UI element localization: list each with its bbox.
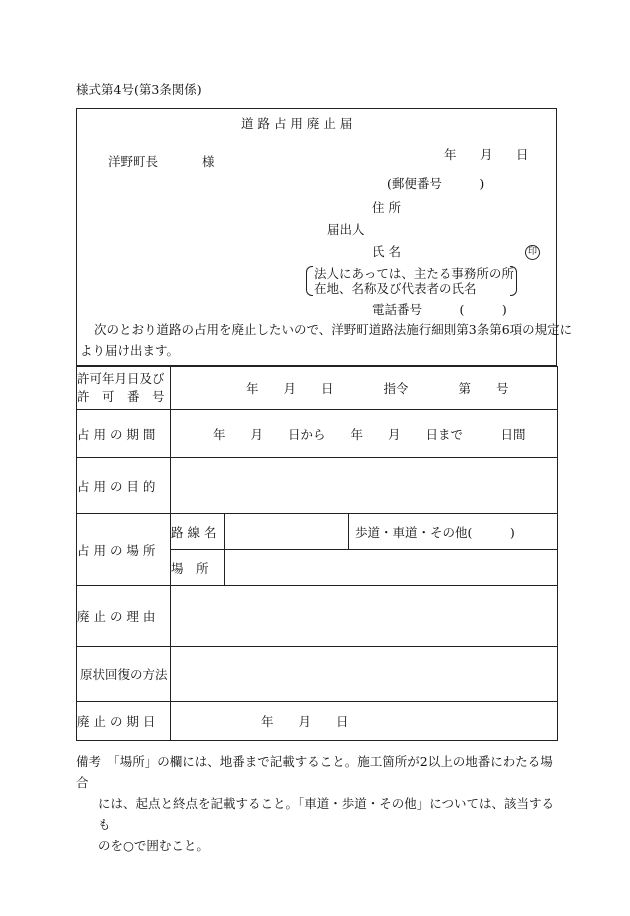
postal-code-label: (郵便番号 )	[387, 176, 485, 191]
bracket-left	[306, 266, 313, 296]
remark-line-1: 備考 「場所」の欄には、地番まで記載すること。施工箇所が2以上の地番にわたる場合	[76, 754, 553, 790]
permit-value: 年 月 日 指令 第 号	[246, 381, 509, 396]
route-label: 路 線 名	[171, 514, 225, 550]
date-day: 日	[516, 147, 529, 162]
intro-line-1: 次のとおり道路の占用を廃止したいので、洋野町道路法施行細則第3条第6項の規定に	[94, 322, 573, 337]
form-title: 道 路 占 用 廃 止 届	[241, 116, 353, 131]
phone-label: 電話番号 ( )	[372, 302, 507, 317]
remarks	[76, 751, 560, 856]
period-label: 占 用 の 期 間	[77, 410, 171, 458]
addressee-suffix: 様	[202, 154, 215, 169]
permit-label-line-2: 許 可 番 号	[77, 389, 165, 404]
date-year: 年	[444, 147, 457, 162]
place-label: 占 用 の 場 所	[77, 514, 171, 586]
end-label: 廃 止 の 期 日	[77, 702, 171, 741]
road-type-cell[interactable]	[349, 514, 558, 550]
road-type: 歩道・車道・その他( )	[355, 524, 515, 540]
remark-line-3: のを○で囲むこと。	[98, 838, 209, 853]
addressee: 洋野町長	[108, 154, 159, 169]
name-label: 氏 名	[372, 244, 401, 259]
restore-label: 原状回復の方法	[77, 647, 171, 702]
permit-value-cell[interactable]	[171, 367, 558, 410]
restore-value-cell[interactable]	[171, 647, 558, 702]
period-value: 年 月 日から 年 月 日まで 日間	[213, 426, 526, 442]
reason-value-cell[interactable]	[171, 586, 558, 647]
date-month: 月	[480, 147, 493, 162]
form-table	[76, 366, 558, 741]
form-id: 様式第4号(第3条関係)	[76, 82, 202, 97]
purpose-value-cell[interactable]	[171, 458, 558, 514]
reason-label: 廃 止 の 理 由	[77, 586, 171, 647]
address-label: 住 所	[372, 200, 401, 215]
remark-line-2: には、起点と終点を記載すること。「車道・歩道・その他」については、該当するも	[98, 796, 555, 832]
route-value-cell[interactable]	[225, 514, 349, 550]
seal-icon: 印	[525, 245, 540, 260]
end-value-cell[interactable]	[171, 702, 558, 741]
end-value: 年 月 日	[261, 714, 349, 729]
permit-label-line-1: 許可年月日及び	[77, 371, 165, 386]
location-label: 場 所	[171, 550, 225, 586]
corp-note-line-1: 法人にあっては、主たる事務所の所	[314, 266, 514, 281]
corp-note-line-2: 在地、名称及び代表者の氏名	[314, 281, 477, 296]
permit-label	[77, 367, 171, 410]
applicant-role: 届出人	[327, 222, 365, 237]
intro-line-2: より届け出ます。	[80, 343, 180, 358]
purpose-label: 占 用 の 目 的	[77, 458, 171, 514]
location-value-cell[interactable]	[225, 550, 558, 586]
period-value-cell[interactable]	[171, 410, 558, 458]
